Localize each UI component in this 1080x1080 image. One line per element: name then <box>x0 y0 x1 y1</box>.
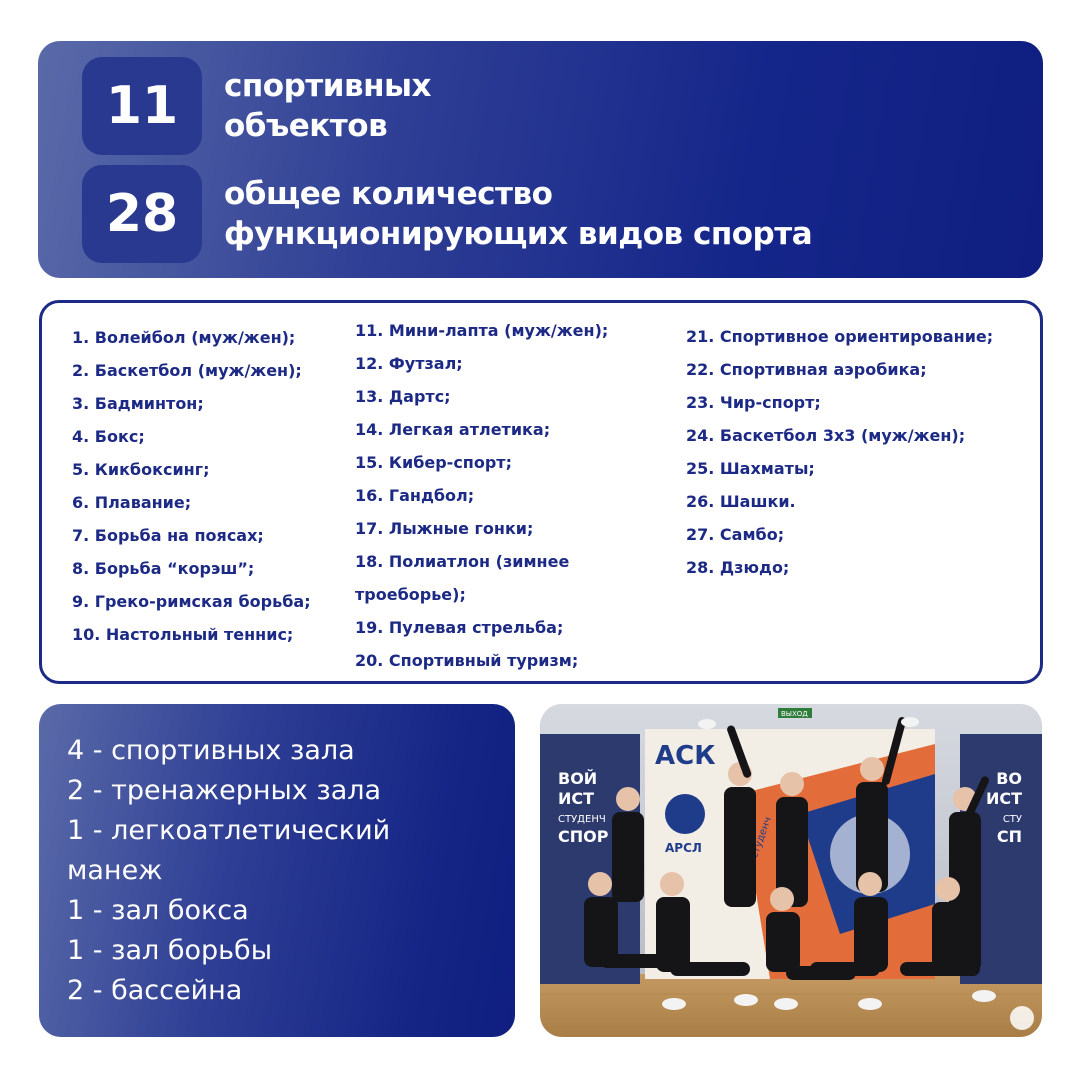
list-item: 25. Шахматы; <box>686 459 815 478</box>
svg-text:ИСТ: ИСТ <box>985 789 1022 808</box>
list-item: 22. Спортивная аэробика; <box>686 360 927 379</box>
list-item: 5. Кикбоксинг; <box>72 460 210 479</box>
team-photo <box>540 704 1042 1037</box>
stat-label <box>224 66 431 146</box>
stat-sports-count <box>82 165 812 263</box>
list-item: 1. Волейбол (муж/жен); <box>72 328 296 347</box>
list-item: 8. Борьба “корэш”; <box>72 559 255 578</box>
list-item: 21. Спортивное ориентирование; <box>686 327 994 346</box>
stat-number: 11 <box>82 57 202 155</box>
list-item: 14. Легкая атлетика; <box>355 420 551 439</box>
list-item: 27. Самбо; <box>686 525 785 544</box>
list-item: 6. Плавание; <box>72 493 192 512</box>
list-item: 28. Дзюдо; <box>686 558 790 577</box>
list-item: 17. Лыжные гонки; <box>355 519 534 538</box>
list-item: 18. Полиатлон (зимнее <box>355 552 570 571</box>
svg-text:СПОР: СПОР <box>558 827 609 846</box>
list-item: 3. Бадминтон; <box>72 394 204 413</box>
facility-item: манеж <box>67 855 163 886</box>
svg-text:историю студенч: студенч <box>749 815 774 860</box>
svg-text:АРСЛ: АРСЛ <box>665 841 702 855</box>
facility-item: 1 - зал борьбы <box>67 935 273 966</box>
facility-item: 4 - спортивных зала <box>67 735 355 766</box>
list-item: 26. Шашки. <box>686 492 796 511</box>
facility-item: 1 - зал бокса <box>67 895 249 926</box>
list-item: 7. Борьба на поясах; <box>72 526 264 545</box>
stat-label-line: общее количество <box>224 176 553 212</box>
svg-text:СТУДЕНЧ: СТУДЕНЧ <box>558 814 606 825</box>
facility-item: 1 - легкоатлетический <box>67 815 391 846</box>
stat-label <box>224 174 812 254</box>
svg-text:ВО: ВО <box>996 769 1022 788</box>
stat-label-line: спортивных <box>224 68 432 104</box>
stat-number: 28 <box>82 165 202 263</box>
svg-text:СП: СП <box>996 827 1022 846</box>
list-item: 23. Чир-спорт; <box>686 393 821 412</box>
sports-list-panel <box>39 300 1043 684</box>
svg-text:ИСТ: ИСТ <box>558 789 595 808</box>
list-item: 12. Футзал; <box>355 354 463 373</box>
stat-label-line: объектов <box>224 108 388 144</box>
stat-sport-facilities <box>82 57 431 155</box>
list-item: 4. Бокс; <box>72 427 145 446</box>
facility-item: 2 - тренажерных зала <box>67 775 382 806</box>
list-item: 11. Мини-лапта (муж/жен); <box>355 321 609 340</box>
facility-item: 2 - бассейна <box>67 975 243 1006</box>
list-item: 2. Баскетбол (муж/жен); <box>72 361 302 380</box>
list-item: 10. Настольный теннис; <box>72 625 294 644</box>
svg-text:СТУ: СТУ <box>1002 814 1022 825</box>
team-photo-illustration <box>540 704 1042 1037</box>
svg-text:АСК: АСК <box>655 741 716 771</box>
list-item: 24. Баскетбол 3х3 (муж/жен); <box>686 426 966 445</box>
list-item: 19. Пулевая стрельба; <box>355 618 564 637</box>
list-item: 20. Спортивный туризм; <box>355 651 579 670</box>
list-item: 15. Кибер-спорт; <box>355 453 512 472</box>
list-item: 9. Греко-римская борьба; <box>72 592 311 611</box>
stat-label-line: функционирующих видов спорта <box>224 216 813 252</box>
list-item: троеборье); <box>355 585 466 604</box>
list-item: 16. Гандбол; <box>355 486 475 505</box>
lion-logo-icon <box>1010 1006 1034 1030</box>
list-item: 13. Дартс; <box>355 387 451 406</box>
stats-panel <box>38 41 1043 278</box>
facilities-panel <box>39 704 515 1037</box>
svg-text:ВЫХОД: ВЫХОД <box>781 710 808 718</box>
svg-text:ВОЙ: ВОЙ <box>558 769 598 788</box>
